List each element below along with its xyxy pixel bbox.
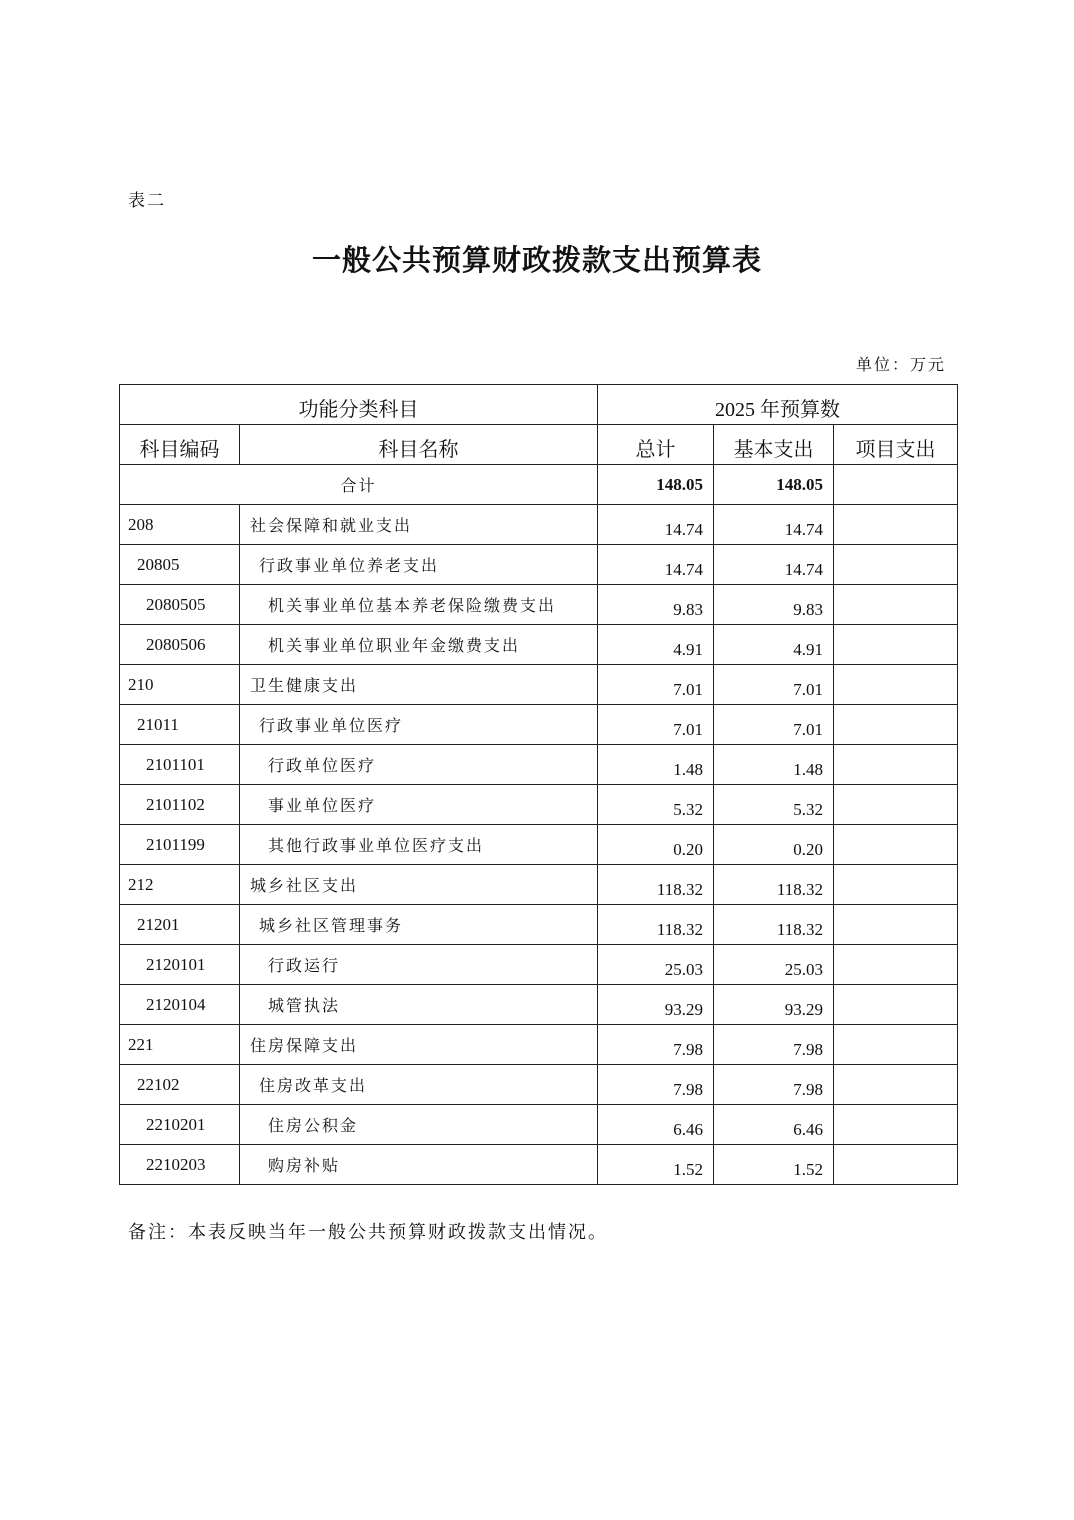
subject-code-cell: 208 (120, 505, 240, 545)
total-value-cell: 1.52 (598, 1145, 714, 1185)
subject-name-cell: 住房公积金 (240, 1105, 598, 1145)
project-value-cell (834, 1105, 958, 1145)
table-row (120, 625, 958, 665)
basic-value-cell: 5.32 (714, 785, 834, 825)
project-value-cell (834, 545, 958, 585)
table-row (120, 745, 958, 785)
total-value-cell: 93.29 (598, 985, 714, 1025)
subject-name-cell: 机关事业单位基本养老保险缴费支出 (240, 585, 598, 625)
basic-value-cell: 7.98 (714, 1025, 834, 1065)
basic-value-cell: 14.74 (714, 505, 834, 545)
basic-value-cell: 7.98 (714, 1065, 834, 1105)
total-value-cell: 118.32 (598, 905, 714, 945)
table-row (120, 505, 958, 545)
project-value-cell (834, 585, 958, 625)
total-value-cell: 5.32 (598, 785, 714, 825)
subject-name-cell: 事业单位医疗 (240, 785, 598, 825)
header-functional-classification: 功能分类科目 (120, 385, 598, 425)
project-value-cell (834, 825, 958, 865)
project-value-cell (834, 745, 958, 785)
basic-value-cell: 1.52 (714, 1145, 834, 1185)
total-value-cell: 25.03 (598, 945, 714, 985)
subject-code-cell: 2101101 (120, 745, 240, 785)
basic-value-cell: 7.01 (714, 705, 834, 745)
header-project-expenditure: 项目支出 (834, 425, 958, 465)
project-value-cell (834, 705, 958, 745)
table-row (120, 825, 958, 865)
project-value-cell (834, 625, 958, 665)
unit-label: 单位：万元 (855, 355, 946, 374)
project-value-cell (834, 1145, 958, 1185)
table-row (120, 545, 958, 585)
header-subject-name: 科目名称 (240, 425, 598, 465)
total-value-cell: 7.01 (598, 705, 714, 745)
subject-code-cell: 21201 (120, 905, 240, 945)
table-row (120, 945, 958, 985)
total-value-cell: 14.74 (598, 505, 714, 545)
subject-code-cell: 2210201 (120, 1105, 240, 1145)
basic-value-cell: 14.74 (714, 545, 834, 585)
table-row (120, 985, 958, 1025)
basic-value-cell: 4.91 (714, 625, 834, 665)
header-budget-year: 2025 年预算数 (598, 385, 958, 425)
total-total-value: 148.05 (598, 465, 714, 505)
total-value-cell: 118.32 (598, 865, 714, 905)
subject-name-cell: 行政事业单位医疗 (240, 705, 598, 745)
basic-value-cell: 118.32 (714, 905, 834, 945)
subject-code-cell: 2101102 (120, 785, 240, 825)
basic-value-cell: 6.46 (714, 1105, 834, 1145)
subject-code-cell: 2120104 (120, 985, 240, 1025)
subject-name-cell: 住房改革支出 (240, 1065, 598, 1105)
subject-code-cell: 221 (120, 1025, 240, 1065)
total-label: 合计 (120, 465, 598, 505)
header-subject-code: 科目编码 (120, 425, 240, 465)
total-value-cell: 7.98 (598, 1065, 714, 1105)
basic-value-cell: 9.83 (714, 585, 834, 625)
subject-name-cell: 城管执法 (240, 985, 598, 1025)
subject-code-cell: 21011 (120, 705, 240, 745)
project-value-cell (834, 505, 958, 545)
subject-name-cell: 机关事业单位职业年金缴费支出 (240, 625, 598, 665)
subject-code-cell: 20805 (120, 545, 240, 585)
budget-table (119, 384, 958, 1185)
header-group-row (120, 385, 958, 425)
basic-value-cell: 0.20 (714, 825, 834, 865)
header-total: 总计 (598, 425, 714, 465)
basic-value-cell: 1.48 (714, 745, 834, 785)
total-basic-value: 148.05 (714, 465, 834, 505)
footnote: 备注：本表反映当年一般公共预算财政拨款支出情况。 (128, 1222, 608, 1243)
project-value-cell (834, 1025, 958, 1065)
table-label: 表二 (128, 191, 166, 211)
project-value-cell (834, 1065, 958, 1105)
total-value-cell: 7.98 (598, 1025, 714, 1065)
subject-code-cell: 2101199 (120, 825, 240, 865)
subject-code-cell: 2080506 (120, 625, 240, 665)
project-value-cell (834, 785, 958, 825)
subject-code-cell: 210 (120, 665, 240, 705)
total-value-cell: 4.91 (598, 625, 714, 665)
page-title: 一般公共预算财政拨款支出预算表 (311, 243, 762, 277)
subject-code-cell: 22102 (120, 1065, 240, 1105)
basic-value-cell: 25.03 (714, 945, 834, 985)
project-value-cell (834, 945, 958, 985)
total-value-cell: 9.83 (598, 585, 714, 625)
basic-value-cell: 93.29 (714, 985, 834, 1025)
header-basic-expenditure: 基本支出 (714, 425, 834, 465)
subject-name-cell: 购房补贴 (240, 1145, 598, 1185)
total-value-cell: 7.01 (598, 665, 714, 705)
table-row (120, 1065, 958, 1105)
header-column-row (120, 425, 958, 465)
table-row (120, 1105, 958, 1145)
total-value-cell: 14.74 (598, 545, 714, 585)
subject-name-cell: 卫生健康支出 (240, 665, 598, 705)
table-row (120, 785, 958, 825)
subject-name-cell: 住房保障支出 (240, 1025, 598, 1065)
project-value-cell (834, 985, 958, 1025)
total-project-value (834, 465, 958, 505)
subject-name-cell: 城乡社区管理事务 (240, 905, 598, 945)
subject-name-cell: 行政运行 (240, 945, 598, 985)
subject-name-cell: 城乡社区支出 (240, 865, 598, 905)
subject-code-cell: 2120101 (120, 945, 240, 985)
basic-value-cell: 118.32 (714, 865, 834, 905)
total-value-cell: 0.20 (598, 825, 714, 865)
table-row (120, 585, 958, 625)
total-row (120, 465, 958, 505)
total-value-cell: 6.46 (598, 1105, 714, 1145)
total-value-cell: 1.48 (598, 745, 714, 785)
subject-code-cell: 212 (120, 865, 240, 905)
subject-name-cell: 行政事业单位养老支出 (240, 545, 598, 585)
subject-code-cell: 2080505 (120, 585, 240, 625)
subject-name-cell: 行政单位医疗 (240, 745, 598, 785)
table-row (120, 905, 958, 945)
subject-name-cell: 社会保障和就业支出 (240, 505, 598, 545)
table-row (120, 1025, 958, 1065)
subject-name-cell: 其他行政事业单位医疗支出 (240, 825, 598, 865)
basic-value-cell: 7.01 (714, 665, 834, 705)
project-value-cell (834, 865, 958, 905)
subject-code-cell: 2210203 (120, 1145, 240, 1185)
project-value-cell (834, 905, 958, 945)
table-row (120, 705, 958, 745)
project-value-cell (834, 665, 958, 705)
table-row (120, 865, 958, 905)
table-row (120, 1145, 958, 1185)
table-row (120, 665, 958, 705)
